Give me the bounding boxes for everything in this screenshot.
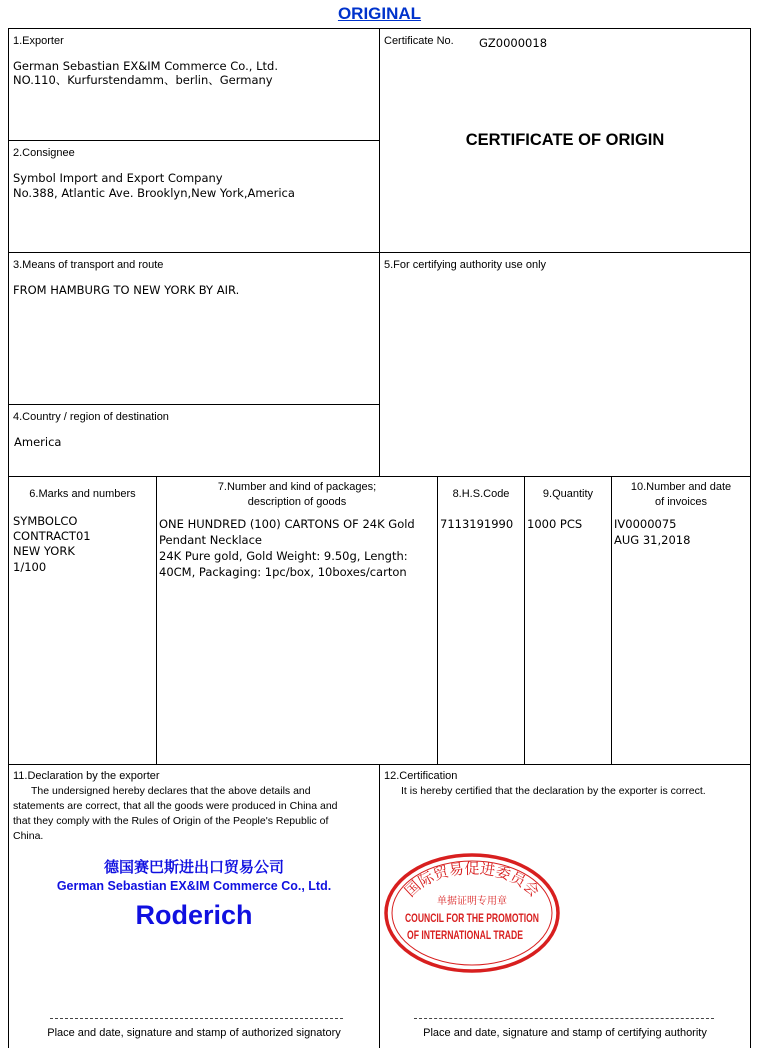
- certificate-no-label: Certificate No.: [384, 35, 454, 47]
- packages-header: 7.Number and kind of packages; description of goods: [217, 481, 377, 508]
- certification-signature-line: [414, 1018, 714, 1019]
- hs-code-header: 8.H.S.Code: [452, 488, 510, 500]
- declaration-line: that they comply with the Rules of Origin of the People's Republic of: [13, 815, 329, 827]
- exporter-name: German Sebastian EX&IM Commerce Co., Ltd.: [13, 59, 278, 73]
- transport-label: 3.Means of transport and route: [13, 259, 164, 271]
- page-title: ORIGINAL: [337, 4, 422, 23]
- exporter-footer: Place and date, signature and stamp of authorized signatory: [47, 1027, 341, 1039]
- certification-footer: Place and date, signature and stamp of certifying authority: [423, 1027, 707, 1039]
- certificate-title: CERTIFICATE OF ORIGIN: [465, 131, 665, 149]
- declaration-line: statements are correct, that all the goods were produced in China and: [13, 800, 338, 812]
- certification-label: 12.Certification: [384, 770, 458, 782]
- consignee-label: 2.Consignee: [13, 147, 75, 159]
- description-line: 24K Pure gold, Gold Weight: 9.50g, Length:: [159, 549, 408, 563]
- exporter-signature: Roderich: [135, 900, 253, 930]
- invoice-date: AUG 31,2018: [614, 533, 691, 547]
- marks-line: 1/100: [13, 560, 47, 574]
- exporter-address: NO.110、Kurfurstendamm、berlin、Germany: [13, 73, 273, 87]
- declaration-label: 11.Declaration by the exporter: [13, 770, 160, 782]
- certification-text: It is hereby certified that the declaration by the exporter is correct.: [401, 785, 706, 797]
- exporter-company-en: German Sebastian EX&IM Commerce Co., Ltd.: [56, 879, 332, 893]
- description-line: ONE HUNDRED (100) CARTONS OF 24K Gold: [159, 517, 415, 531]
- declaration-line: The undersigned hereby declares that the above details and: [31, 785, 311, 797]
- quantity-value: 1000 PCS: [527, 517, 583, 531]
- stamp-en-line1: COUNCIL FOR THE PROMOTION: [405, 911, 539, 925]
- marks-line: CONTRACT01: [13, 529, 91, 543]
- marks-line: SYMBOLCO: [13, 514, 78, 528]
- certifying-authority-label: 5.For certifying authority use only: [384, 259, 547, 271]
- marks-line: NEW YORK: [13, 544, 75, 558]
- description-line: Pendant Necklace: [159, 533, 262, 547]
- destination-value: America: [14, 435, 62, 449]
- declaration-line: China.: [13, 830, 44, 842]
- certificate-no-value: GZ0000018: [479, 36, 548, 50]
- marks-header: 6.Marks and numbers: [29, 488, 136, 500]
- consignee-name: Symbol Import and Export Company: [13, 171, 223, 185]
- stamp-en-line2: OF INTERNATIONAL TRADE: [407, 928, 523, 942]
- transport-value: FROM HAMBURG TO NEW YORK BY AIR.: [13, 283, 240, 297]
- invoice-header: 10.Number and date of invoices: [630, 481, 732, 508]
- destination-label: 4.Country / region of destination: [13, 411, 169, 423]
- stamp-cn-mid: 单据证明专用章: [437, 896, 507, 907]
- consignee-address: No.388, Atlantic Ave. Brooklyn,New York,America: [13, 186, 295, 200]
- stamp-cn-top: 国际贸易促进委员会: [401, 859, 543, 901]
- ccpit-stamp: [383, 852, 561, 974]
- exporter-company-cn: 德国赛巴斯进出口贸易公司: [103, 858, 284, 876]
- quantity-header: 9.Quantity: [542, 488, 594, 500]
- hs-code-value: 7113191990: [440, 517, 514, 531]
- description-line: 40CM, Packaging: 1pc/box, 10boxes/carton: [159, 565, 407, 579]
- invoice-number: IV0000075: [614, 517, 677, 531]
- signature-line: [50, 1018, 343, 1019]
- exporter-label: 1.Exporter: [13, 35, 64, 47]
